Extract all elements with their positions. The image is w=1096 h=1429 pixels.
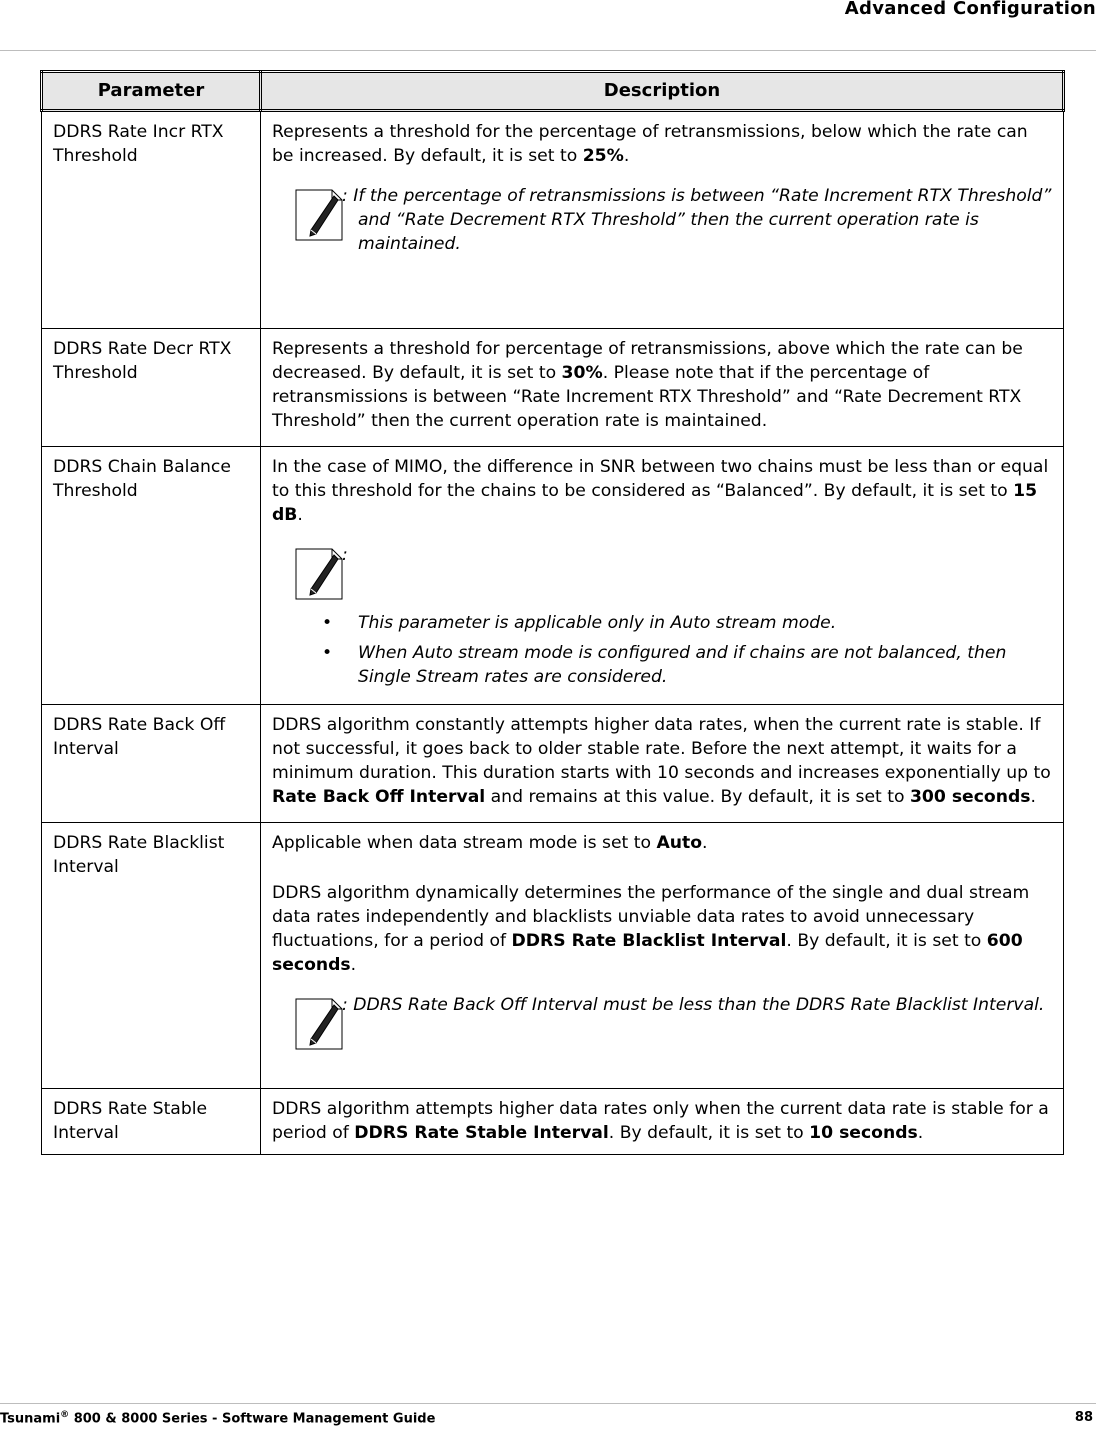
- note-bullet-list: [272, 611, 1053, 689]
- description-text: DDRS algorithm dynamically determines the performance of the single and dual stream data rates independently and blacklists unviable data rates to avoid unnecessary fluctuations, for a period of DDRS Rate Blacklist Interval. By default, it is set to 600 seconds.: [272, 883, 1030, 975]
- list-item: • When Auto stream mode is configured and if chains are not balanced, then Single Stream rates are considered.: [272, 641, 1053, 689]
- table-row: [42, 823, 1064, 1089]
- table-row: [42, 329, 1064, 447]
- table-row: [42, 447, 1064, 705]
- footer-guide-title: Tsunami® 800 & 8000 Series - Software Management Guide: [0, 1410, 436, 1427]
- note-pencil-icon: [294, 997, 346, 1051]
- parameter-description: [261, 111, 1064, 329]
- note-block: [272, 184, 1053, 256]
- column-header-parameter: Parameter: [42, 72, 261, 111]
- description-text: DDRS algorithm attempts higher data rates only when the current data rate is stable for a period of DDRS Rate Stable Interval. By default, it is set to 10 seconds.: [272, 1099, 1049, 1143]
- note-pencil-icon: [294, 188, 346, 242]
- page-number: 88: [1074, 1410, 1093, 1425]
- note-block: [272, 543, 1053, 601]
- note-text: : DDRS Rate Back Off Interval must be less than the DDRS Rate Blacklist Interval.: [342, 995, 1045, 1015]
- note-text: : If the percentage of retransmissions is between “Rate Increment RTX Threshold” and “Rate Decrement RTX Threshold” then the current operation rate is maintained.: [342, 186, 1052, 254]
- column-header-description: Description: [261, 72, 1064, 111]
- description-text: Applicable when data stream mode is set to Auto.: [272, 833, 708, 853]
- header-divider: [0, 50, 1096, 51]
- table-header-row: [42, 72, 1064, 111]
- parameter-name: DDRS Rate Decr RTX Threshold: [42, 329, 261, 447]
- parameter-table: [40, 70, 1065, 1155]
- footer-divider: [0, 1403, 1096, 1404]
- description-text: In the case of MIMO, the difference in SNR between two chains must be less than or equal to this threshold for the chains to be considered as “Balanced”. By default, it is set to 15 dB.: [272, 457, 1049, 525]
- table-row: [42, 111, 1064, 329]
- description-text: DDRS algorithm constantly attempts higher data rates, when the current rate is stable. If not successful, it goes back to older stable rate. Before the next attempt, it waits for a minimum duration. This duration starts with 10 seconds and increases exponentially up to Rate Back Off Interval and remains at this value. By default, it is set to 300 seconds.: [272, 715, 1051, 807]
- parameter-description: [261, 705, 1064, 823]
- parameter-name: DDRS Rate Back Off Interval: [42, 705, 261, 823]
- description-text: Represents a threshold for the percentage of retransmissions, below which the rate can be increased. By default, it is set to 25%.: [272, 122, 1028, 166]
- page-header-title: Advanced Configuration: [844, 0, 1096, 19]
- note-text: :: [342, 545, 348, 565]
- parameter-description: [261, 447, 1064, 705]
- parameter-description: [261, 329, 1064, 447]
- note-pencil-icon: [294, 547, 346, 601]
- parameter-name: DDRS Rate Stable Interval: [42, 1089, 261, 1155]
- parameter-name: DDRS Rate Incr RTX Threshold: [42, 111, 261, 329]
- parameter-description: [261, 823, 1064, 1089]
- list-item: • This parameter is applicable only in Auto stream mode.: [272, 611, 1053, 635]
- parameter-name: DDRS Chain Balance Threshold: [42, 447, 261, 705]
- parameter-name: DDRS Rate Blacklist Interval: [42, 823, 261, 1089]
- table-row: [42, 705, 1064, 823]
- parameter-description: [261, 1089, 1064, 1155]
- table-row: [42, 1089, 1064, 1155]
- note-block: [272, 993, 1053, 1051]
- description-text: Represents a threshold for percentage of retransmissions, above which the rate can be decreased. By default, it is set to 30%. Please note that if the percentage of retransmissions is between “Rate Increment RTX Threshold” and “Rate Decrement RTX Threshold” then the current operation rate is maintained.: [272, 339, 1023, 431]
